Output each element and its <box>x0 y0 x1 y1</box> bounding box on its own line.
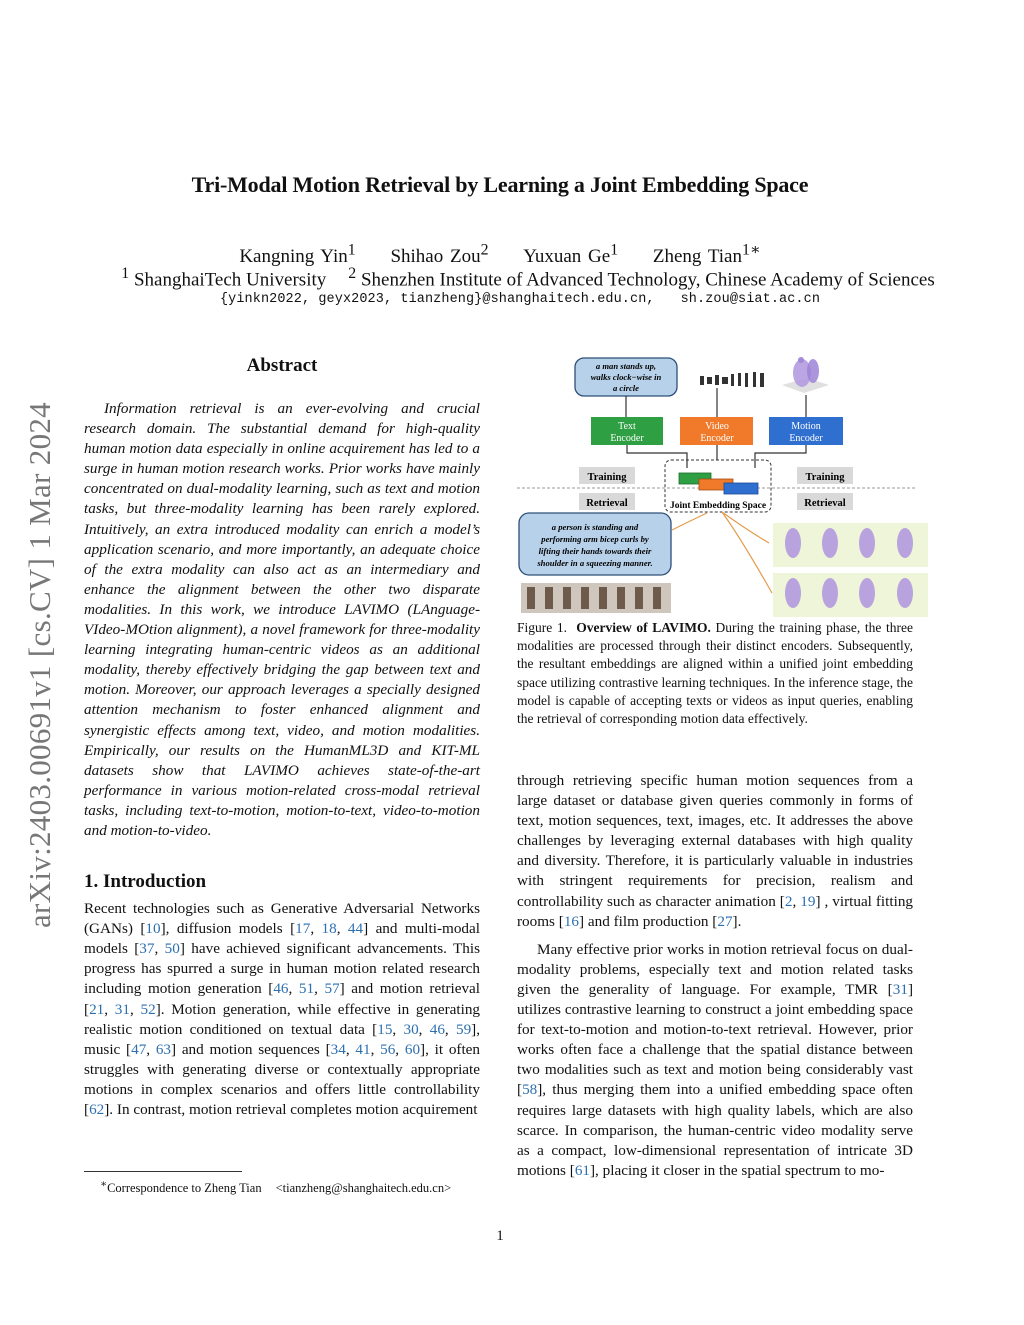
text-run: ], diffusion models [ <box>160 920 296 938</box>
citation-link[interactable]: 21 <box>89 1000 105 1018</box>
svg-text:shoulder in a squeezing manner: shoulder in a squeezing manner. <box>537 558 653 568</box>
svg-text:Retrieval: Retrieval <box>804 498 846 509</box>
svg-text:Training: Training <box>805 472 845 483</box>
citation-link[interactable]: 41 <box>355 1040 371 1058</box>
citation-link[interactable]: 10 <box>145 920 161 938</box>
left-column <box>84 355 480 1120</box>
caption-label: Figure 1. <box>517 620 568 635</box>
citation-link[interactable]: 47 <box>131 1040 147 1058</box>
retrieval-arrows <box>672 512 772 593</box>
text-run: ] have achieved significant advancements. This progress has spurred a surge in human motion related research including motion generation [ <box>84 940 480 998</box>
text-run: ] and motion sequences [ <box>171 1040 331 1058</box>
svg-text:Motion: Motion <box>791 421 821 432</box>
text-run: ], placing it closer in the spatial spectrum to mo- <box>590 1161 885 1179</box>
abstract-text: Information retrieval is an ever-evolving and crucial research domain. The substantial demand for high-quality human motion data especially in online acquirement has led to a surge in human motion research works. Prior works have mainly concentrated on dual-modality learning, such as text and motion tasks, but three-modality learning has been rarely explored. Intuitively, an extra introduced modality can enrich a model’s application scenario, and more importantly, an adequate choice of the extra modality can also act as an intermediary and enhance the alignment between the other two disparate modalities. In this work, we introduce LAVIMO (LAnguage-VIdeo-MOtion alignment), a novel framework for three-modality learning integrating human-centric videos as an additional modality, thereby effectively bridging the gap between text and motion. Moreover, our approach leverages a specially designed attention mechanism to foster enhanced alignment and synergistic effects among text, video, and motion modalities. Empirically, our results on the HumanML3D and KIT-ML datasets show that LAVIMO achieves state-of-the-art performance in various motion-related cross-modal retrieval tasks, including text-to-motion, motion-to-text, video-to-motion and motion-to-video. <box>84 400 480 839</box>
right-paragraph-1 <box>517 771 913 932</box>
text-run: ], thus merging them into a unified embedding space often requires large datasets with high quality labels, which are also scarce. In comparison, the human-centric video modality serve as a compact, low-dimensional representation of intricate 3D motions [ <box>517 1081 913 1179</box>
citation-link[interactable]: 34 <box>330 1040 346 1058</box>
citation-link[interactable]: 18 <box>321 920 337 938</box>
right-paragraph-2 <box>517 940 913 1181</box>
text-run: , <box>395 1040 405 1058</box>
text-run: ], music [ <box>84 1020 481 1058</box>
citation-link[interactable]: 44 <box>347 920 364 938</box>
text-run: , <box>129 1000 141 1018</box>
text-run: , <box>310 920 322 938</box>
text-run: Recent technologies such as Generative Adversarial Networks (GANs) [ <box>84 900 480 938</box>
author-1: Kangning Yin$^1$ <box>239 242 356 268</box>
page-number: 1 <box>496 1228 504 1244</box>
text-run: , <box>146 1040 156 1058</box>
text-run: ] and motion retrieval [ <box>84 980 481 1018</box>
author-2: Shihao Zou$^2$ <box>390 242 489 268</box>
right-column <box>517 771 913 1181</box>
text-run: , <box>336 920 348 938</box>
joint-embedding-label: Joint Embedding Space <box>669 501 767 511</box>
svg-text:lifting their hands towards th: lifting their hands towards their <box>538 546 652 556</box>
text-run: ] utilizes contrastive learning to construct a joint embedding space for text-to-motion and motion-to-text retrieval. However, prior works often face a challenge that the spatial distance between two modalities such as text and motion being considerably vast [ <box>517 980 913 1099</box>
query-line-1: a man stands up, <box>595 361 657 371</box>
author-4: Zheng Tian$^{1∗}$ <box>652 242 761 268</box>
abstract-title: Abstract <box>246 355 318 376</box>
query-line-3: a circle <box>612 383 640 393</box>
figure-1-caption <box>517 619 913 728</box>
citation-link[interactable]: 16 <box>563 912 580 930</box>
citation-link[interactable]: 60 <box>404 1040 421 1058</box>
citation-link[interactable]: 51 <box>298 980 315 998</box>
svg-text:performing arm bicep curls by: performing arm bicep curls by <box>541 534 649 544</box>
citation-link[interactable]: 63 <box>155 1040 172 1058</box>
caption-text: During the training phase, the three modalities are processed through their distinct encoders. Subsequently, the resultant embeddings are aligned within a unified joint embedding space utilizing contrastive learning techniques. In the inference stage, the model is capable of accepting texts or videos as input queries, enabling the retrieval of corresponding motion data effectively. <box>517 620 914 727</box>
text-run: Many effective prior works in motion retrieval focus on dual-modality problems, especially text and motion related tasks given the generality of language. For example, TMR [ <box>517 940 913 998</box>
text-run: , <box>392 1020 404 1038</box>
svg-text:Encoder: Encoder <box>610 433 644 444</box>
citation-link[interactable]: 46 <box>273 980 289 998</box>
text-run: , <box>370 1040 381 1058</box>
author-emails <box>0 292 1024 307</box>
text-run: ] and film production [ <box>579 912 718 930</box>
svg-text:Text: Text <box>618 421 636 432</box>
text-run: ], it often struggles with generating diverse or contextually appropriate motions in complex scenarios and offers little controllability [ <box>84 1040 481 1118</box>
motion-embedding-block <box>724 483 758 494</box>
query-line-2: walks clock−wise in <box>590 372 662 382</box>
video-frames-bottom <box>521 583 671 613</box>
text-run: ]. <box>732 912 742 930</box>
text-run: ] and multi-modal models [ <box>84 920 480 958</box>
affiliations: $^1$ ShanghaiTech University $^2$ Shenzhen Institute of Advanced Technology, Chinese Academy of Sciences <box>121 265 935 291</box>
citation-link[interactable]: 58 <box>522 1081 538 1099</box>
svg-text:Encoder: Encoder <box>789 433 823 444</box>
citation-link[interactable]: 30 <box>403 1020 419 1038</box>
video-frames-strip <box>700 372 764 387</box>
email-group-2: sh.zou@siat.ac.cn <box>680 292 821 307</box>
citation-link[interactable]: 56 <box>380 1040 396 1058</box>
paper-title: Tri-Modal Motion Retrieval by Learning a Joint Embedding Space <box>191 172 809 197</box>
svg-text:Training: Training <box>587 472 627 483</box>
text-run: , <box>792 892 801 910</box>
text-run: through retrieving specific human motion sequences from a large dataset or database given queries commonly in forms of text, motion sequences, text, images, etc. It addresses the above challenges by leveraging external databases with high quality and diversity. Therefore, it is particularly valuable in industries with stringent requirements for precision, realism and controllability such as character animation [ <box>517 772 913 910</box>
caption-title: Overview of LAVIMO. <box>576 620 711 635</box>
affiliation-2: Shenzhen Institute of Advanced Technology, Chinese Academy of Sciences <box>360 269 935 291</box>
text-run: , <box>104 1000 115 1018</box>
citation-link[interactable]: 46 <box>429 1020 445 1038</box>
section-title-introduction: 1. Introduction <box>84 871 207 893</box>
svg-text:Video: Video <box>705 421 729 432</box>
citation-link[interactable]: 50 <box>164 940 180 958</box>
intro-paragraph <box>84 899 480 1120</box>
text-run: , <box>154 940 165 958</box>
retrieved-motions <box>773 523 928 617</box>
citation-link[interactable]: 31 <box>892 980 908 998</box>
citation-link[interactable]: 27 <box>717 912 733 930</box>
citation-link[interactable]: 52 <box>140 1000 156 1018</box>
text-run: , <box>345 1040 356 1058</box>
svg-text:a person is standing and: a person is standing and <box>551 522 639 532</box>
affiliation-1: ShanghaiTech University <box>133 269 327 291</box>
motion-figure-top <box>782 357 829 393</box>
citation-link[interactable]: 59 <box>455 1020 472 1038</box>
author-3: Yuxuan Ge$^1$ <box>523 242 619 268</box>
svg-text:Encoder: Encoder <box>700 433 734 444</box>
text-run: , <box>444 1020 456 1038</box>
svg-text:Retrieval: Retrieval <box>586 498 628 509</box>
citation-link[interactable]: 61 <box>574 1161 590 1179</box>
footnote: ∗Correspondence to Zheng Tian <tianzheng@shanghaitech.edu.cn> <box>100 1179 452 1196</box>
citation-link[interactable]: 57 <box>324 980 340 998</box>
text-run: , <box>418 1020 430 1038</box>
text-run: , <box>288 980 299 998</box>
figure-1-overview <box>517 355 930 617</box>
text-run: , <box>314 980 325 998</box>
citation-link[interactable]: 15 <box>377 1020 393 1038</box>
email-group-1: {yinkn2022, geyx2023, tianzheng}@shanghaitech.edu.cn, <box>219 292 655 307</box>
citation-link[interactable]: 37 <box>139 940 155 958</box>
citation-link[interactable]: 2 <box>784 892 793 910</box>
citation-link[interactable]: 62 <box>89 1101 105 1118</box>
citation-link[interactable]: 17 <box>295 920 311 938</box>
arxiv-identifier: arXiv:2403.00691v1 [cs.CV] 1 Mar 2024 <box>22 402 57 928</box>
citation-link[interactable]: 31 <box>114 1000 130 1018</box>
text-run: ]. In contrast, motion retrieval completes motion acquirement <box>104 1101 478 1118</box>
text-run: ]. Motion generation, while effective in generating realistic motion conditioned on textual data [ <box>84 1000 481 1038</box>
footnote-rule <box>84 1171 242 1172</box>
text-run: ] , virtual fitting rooms [ <box>517 892 914 930</box>
citation-link[interactable]: 19 <box>800 892 816 910</box>
